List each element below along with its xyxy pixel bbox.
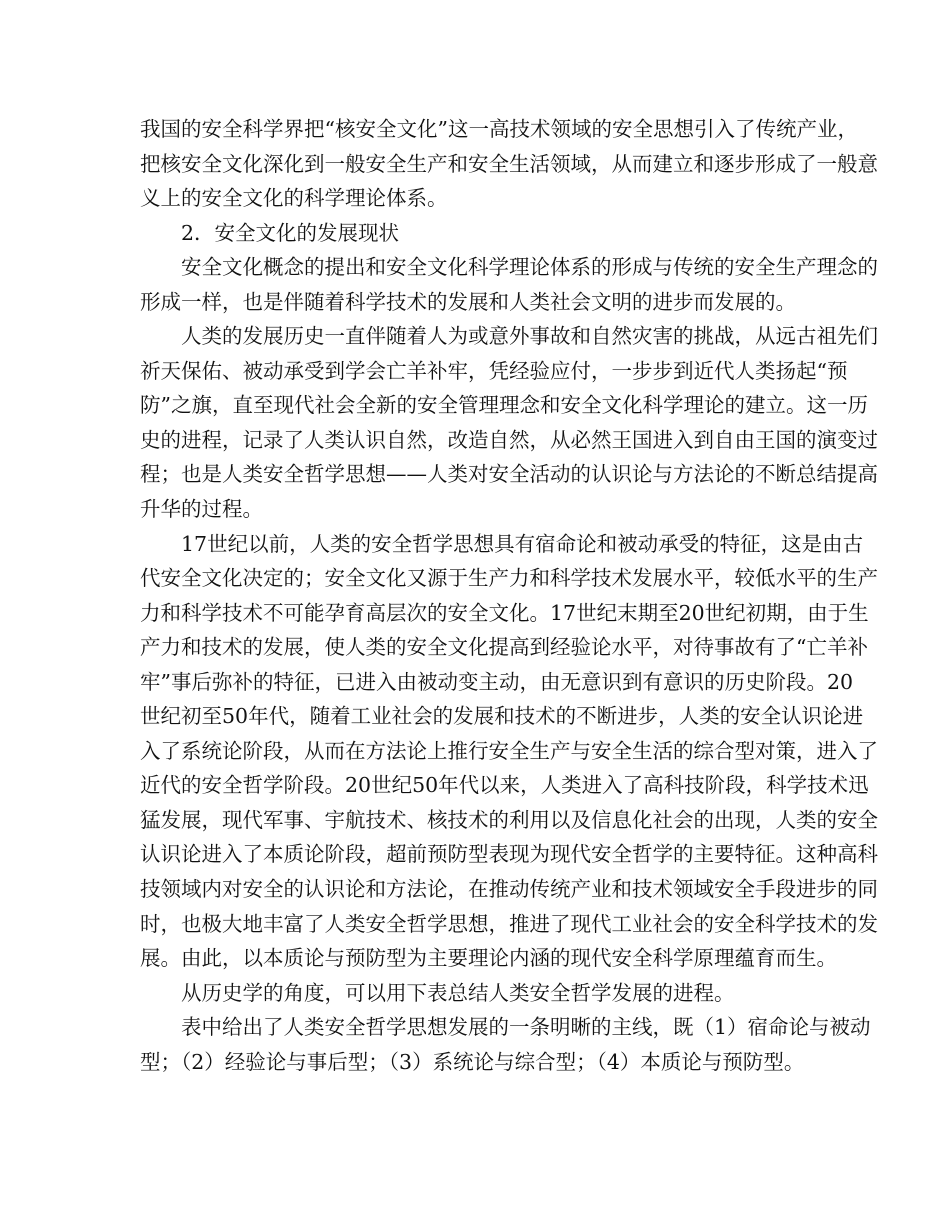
section-heading-text: 2．安全文化的发展现状 [181,220,400,245]
paragraph-table-intro [140,976,812,1011]
paragraph-philosophy-stages [140,527,878,976]
text-line: 牢”事后弥补的特征，已进入由被动变主动，由无意识到有意识的历史阶段。20 [140,669,854,694]
document-body [140,112,878,1079]
paragraph-history [140,319,878,526]
text-line: 人类的发展历史一直伴随着人为或意外事故和自然灾害的挑战，从远古祖先们 [181,324,878,349]
text-line: 防”之旗，直至现代社会全新的安全管理理念和安全文化科学理论的建立。这一历 [140,393,868,418]
text-line: 产力和技术的发展，使人类的安全文化提高到经验论水平，对待事故有了“亡羊补 [140,635,868,660]
text-line: 从历史学的角度，可以用下表总结人类安全哲学发展的进程。 [181,980,735,1005]
text-line: 程；也是人类安全哲学思想——人类对安全活动的认识论与方法论的不断总结提高 [140,462,878,487]
text-line: 入了系统论阶段，从而在方法论上推行安全生产与安全生活的综合型对策，进入了 [140,738,878,763]
text-line: 表中给出了人类安全哲学思想发展的一条明晰的主线，既（1）宿命论与被动 [181,1015,871,1040]
text-line: 把核安全文化深化到一般安全生产和安全生活领域，从而建立和逐步形成了一般意 [140,151,878,176]
text-line: 17世纪以前，人类的安全哲学思想具有宿命论和被动承受的特征，这是由古 [181,531,864,556]
text-line: 代安全文化决定的；安全文化又源于生产力和科学技术发展水平，较低水平的生产 [140,566,878,591]
text-line: 时，也极大地丰富了人类安全哲学思想，推进了现代工业社会的安全科学技术的发 [140,911,878,936]
section-heading [140,216,812,251]
paragraph-nuclear-safety-culture [140,112,878,216]
text-line: 形成一样，也是伴随着科学技术的发展和人类社会文明的进步而发展的。 [140,289,796,314]
text-line: 猛发展，现代军事、宇航技术、核技术的利用以及信息化社会的出现，人类的安全 [140,807,878,832]
text-line: 展。由此，以本质论与预防型为主要理论内涵的现代安全科学原理蕴育而生。 [140,946,837,971]
text-line: 祈天保佑、被动承受到学会亡羊补牢，凭经验应付，一步步到近代人类扬起“预 [140,358,848,383]
text-line: 史的进程，记录了人类认识自然，改造自然，从必然王国进入到自由王国的演变过 [140,427,878,452]
text-line: 力和科学技术不可能孕育高层次的安全文化。17世纪末期至20世纪初期，由于生 [140,600,869,625]
paragraph-summary [140,1010,871,1079]
text-line: 型；（2）经验论与事后型；（3）系统论与综合型；（4）本质论与预防型。 [140,1049,805,1074]
text-line: 义上的安全文化的科学理论体系。 [140,186,448,211]
text-line: 升华的过程。 [140,497,263,522]
text-line: 近代的安全哲学阶段。20世纪50年代以来，人类进入了高科技阶段，科学技术迅 [140,773,869,798]
text-line: 世纪初至50年代，随着工业社会的发展和技术的不断进步，人类的安全认识论进 [140,704,864,729]
paragraph-concept [140,250,878,319]
text-line: 我国的安全科学界把“核安全文化”这一高技术领域的安全思想引入了传统产业， [140,117,858,141]
text-line: 认识论进入了本质论阶段，超前预防型表现为现代安全哲学的主要特征。这种高科 [140,842,878,867]
text-line: 技领域内对安全的认识论和方法论，在推动传统产业和技术领域安全手段进步的同 [140,877,878,902]
text-line: 安全文化概念的提出和安全文化科学理论体系的形成与传统的安全生产理念的 [181,255,878,280]
